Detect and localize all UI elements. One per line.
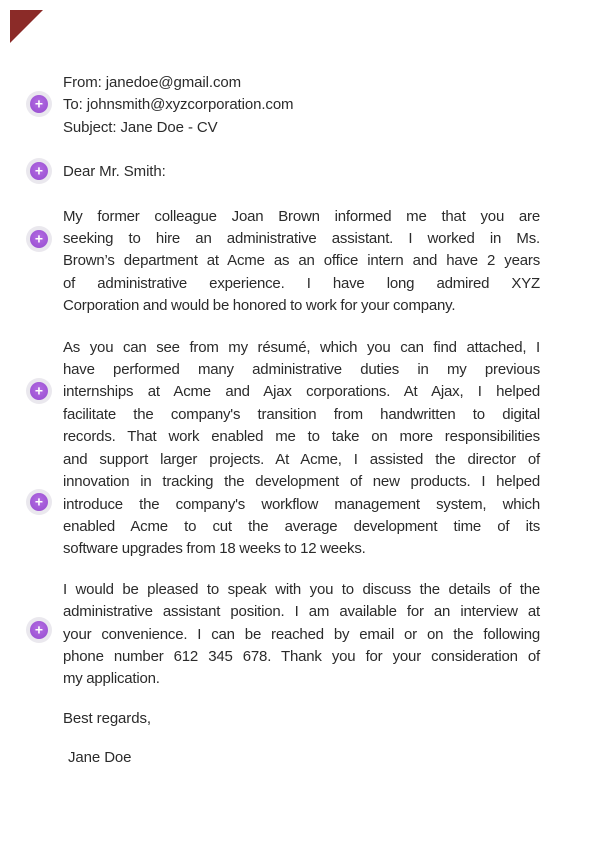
text-line: seeking to hire an administrative assistant. I worked in Ms. bbox=[63, 230, 540, 248]
text-line: software upgrades from 18 weeks to 12 weeks. bbox=[63, 540, 366, 558]
text-line: internships at Acme and Ajax corporations. At Ajax, I helped bbox=[63, 383, 540, 401]
text-line: As you can see from my résumé, which you can find attached, I bbox=[63, 338, 540, 356]
plus-glyph: + bbox=[34, 95, 44, 112]
add-block-button[interactable] bbox=[26, 617, 52, 643]
paragraph-2 bbox=[63, 337, 540, 561]
text-line: my application. bbox=[63, 670, 160, 688]
add-block-button[interactable] bbox=[26, 226, 52, 252]
plus-glyph: + bbox=[34, 621, 44, 638]
add-block-button[interactable] bbox=[26, 378, 52, 404]
plus-glyph: + bbox=[34, 382, 44, 399]
signature: Jane Doe bbox=[68, 749, 132, 767]
plus-icon bbox=[30, 162, 48, 180]
salutation: Dear Mr. Smith: bbox=[63, 163, 166, 181]
from-line: From: janedoe@gmail.com bbox=[63, 74, 241, 91]
text-line: enabled Acme to cut the average development time of its bbox=[63, 517, 540, 535]
text-line: Corporation and would be honored to work for your company. bbox=[63, 297, 456, 315]
subject-line: Subject: Jane Doe - CV bbox=[63, 118, 218, 136]
text-line: facilitate the company's transition from handwritten to digital bbox=[63, 405, 540, 423]
plus-icon bbox=[30, 95, 48, 113]
text-line: have performed many administrative duties in my previous bbox=[63, 361, 540, 379]
paragraph-1 bbox=[63, 206, 540, 318]
text-line: innovation in tracking the development of new products. I helped bbox=[63, 473, 540, 491]
plus-icon bbox=[30, 382, 48, 400]
plus-icon bbox=[30, 621, 48, 639]
add-block-button[interactable] bbox=[26, 91, 52, 117]
plus-icon bbox=[30, 230, 48, 248]
text-line: records. That work enabled me to take on more responsibilities bbox=[63, 428, 540, 446]
text-line: phone number 612 345 678. Thank you for your consideration of bbox=[63, 647, 540, 665]
text-line: and support larger projects. At Acme, I assisted the director of bbox=[63, 450, 540, 468]
plus-icon bbox=[30, 493, 48, 511]
add-block-button[interactable] bbox=[26, 158, 52, 184]
plus-glyph: + bbox=[34, 230, 44, 247]
to-line: To: johnsmith@xyzcorporation.com bbox=[63, 96, 294, 114]
add-block-button[interactable] bbox=[26, 489, 52, 515]
text-line: of administrative experience. I have long admired XYZ bbox=[63, 274, 540, 292]
email-header bbox=[63, 72, 540, 139]
closing: Best regards, bbox=[63, 709, 151, 727]
text-line: administrative assistant position. I am available for an interview at bbox=[63, 603, 540, 621]
corner-fold-decoration bbox=[10, 10, 43, 43]
text-line: your convenience. I can be reached by email or on the following bbox=[63, 625, 540, 643]
plus-glyph: + bbox=[34, 162, 44, 179]
text-line: introduce the company's workflow management system, which bbox=[63, 495, 540, 513]
plus-glyph: + bbox=[34, 493, 44, 510]
paragraph-3 bbox=[63, 579, 540, 691]
text-line: My former colleague Joan Brown informed me that you are bbox=[63, 207, 540, 225]
letter-content bbox=[63, 72, 540, 770]
text-line: Brown’s department at Acme as an office intern and have 2 years bbox=[63, 252, 540, 270]
text-line: I would be pleased to speak with you to discuss the details of the bbox=[63, 580, 540, 598]
